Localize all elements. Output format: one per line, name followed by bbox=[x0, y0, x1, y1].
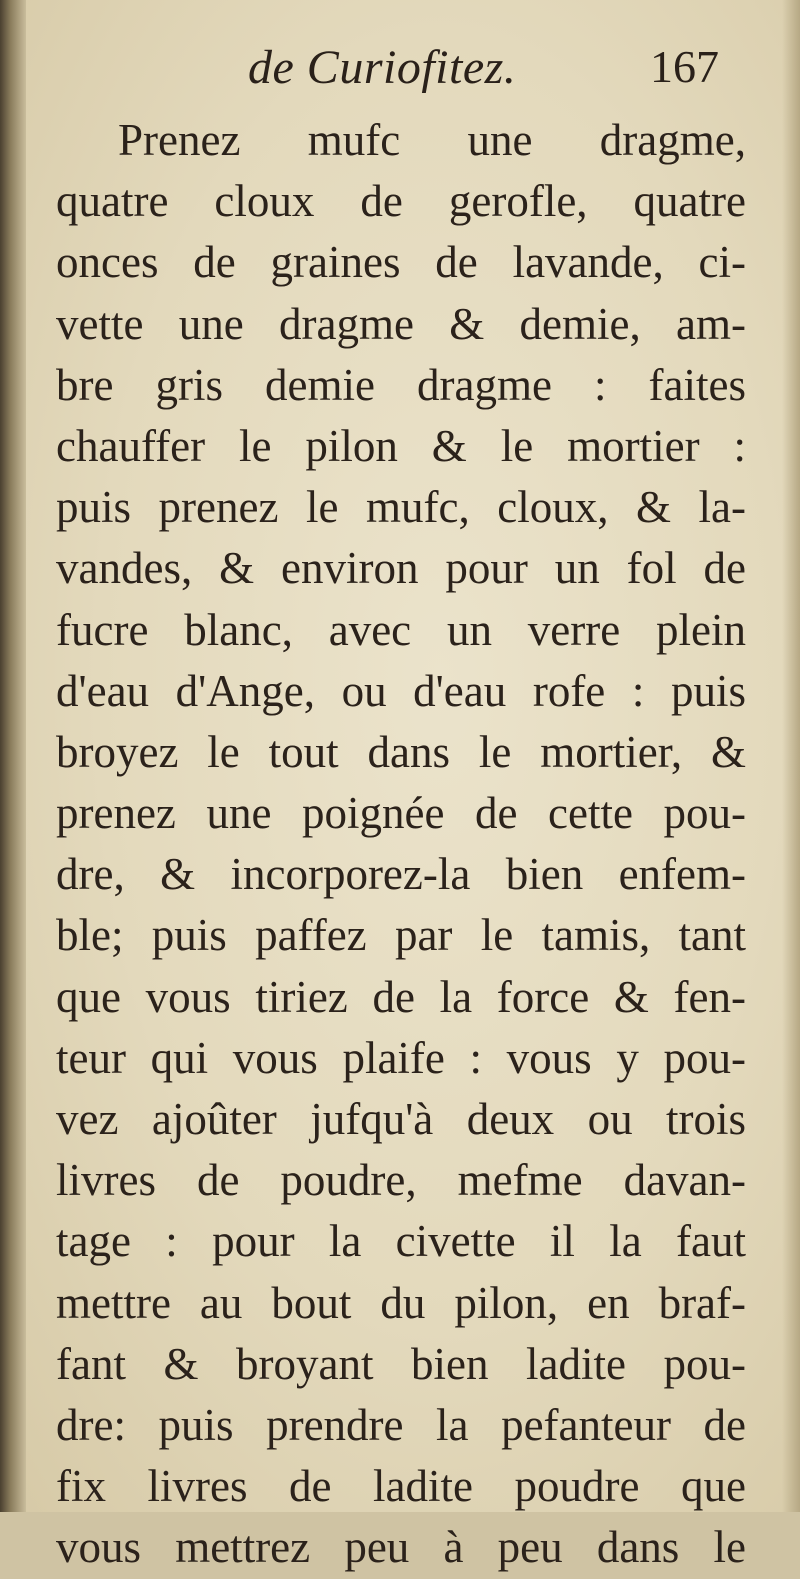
text-line: fucre blanc, avec un verre plein bbox=[56, 604, 746, 655]
text-line: quatre cloux de gerofle, quatre bbox=[56, 176, 746, 227]
binding-gutter bbox=[0, 0, 26, 1512]
text-line: vez ajoûter jufqu'à deux ou trois bbox=[56, 1094, 746, 1144]
text-line: dre: puis prendre la pefanteur de bbox=[56, 1399, 746, 1450]
text-line: fant & broyant bien ladite pou- bbox=[56, 1338, 746, 1389]
text-line: vous mettrez peu à peu dans le bbox=[56, 1522, 746, 1573]
text-line: fix livres de ladite poudre que bbox=[56, 1461, 746, 1512]
page-header bbox=[0, 34, 800, 104]
body-text bbox=[56, 110, 746, 1579]
text-line: teur qui vous plaife : vous y pou- bbox=[56, 1032, 746, 1083]
text-line: livres de poudre, mefme davan- bbox=[56, 1155, 746, 1206]
running-title: de Curiofitez. bbox=[248, 41, 517, 94]
text-line: puis prenez le mufc, cloux, & la- bbox=[56, 482, 746, 533]
text-line: chauffer le pilon & le mortier : bbox=[56, 420, 746, 471]
text-line: vette une dragme & demie, am- bbox=[56, 298, 746, 349]
text-line: Prenez mufc une dragme, bbox=[118, 115, 746, 165]
text-line: broyez le tout dans le mortier, & bbox=[56, 726, 746, 777]
text-line: vandes, & environ pour un fol de bbox=[56, 543, 746, 594]
page-edge-shadow bbox=[782, 0, 800, 1512]
text-line: tage : pour la civette il la faut bbox=[56, 1216, 746, 1267]
text-line: dre, & incorporez-la bien enfem- bbox=[56, 849, 746, 900]
text-line: mettre au bout du pilon, en braf- bbox=[56, 1277, 746, 1328]
text-line: que vous tiriez de la force & fen- bbox=[56, 971, 746, 1022]
page-number: 167 bbox=[650, 41, 719, 92]
text-line: onces de graines de lavande, ci- bbox=[56, 237, 746, 288]
text-line: bre gris demie dragme : faites bbox=[56, 359, 746, 410]
text-line: d'eau d'Ange, ou d'eau rofe : puis bbox=[56, 665, 746, 716]
text-line: prenez une poignée de cette pou- bbox=[56, 788, 746, 839]
text-line: ble; puis paffez par le tamis, tant bbox=[56, 910, 746, 961]
